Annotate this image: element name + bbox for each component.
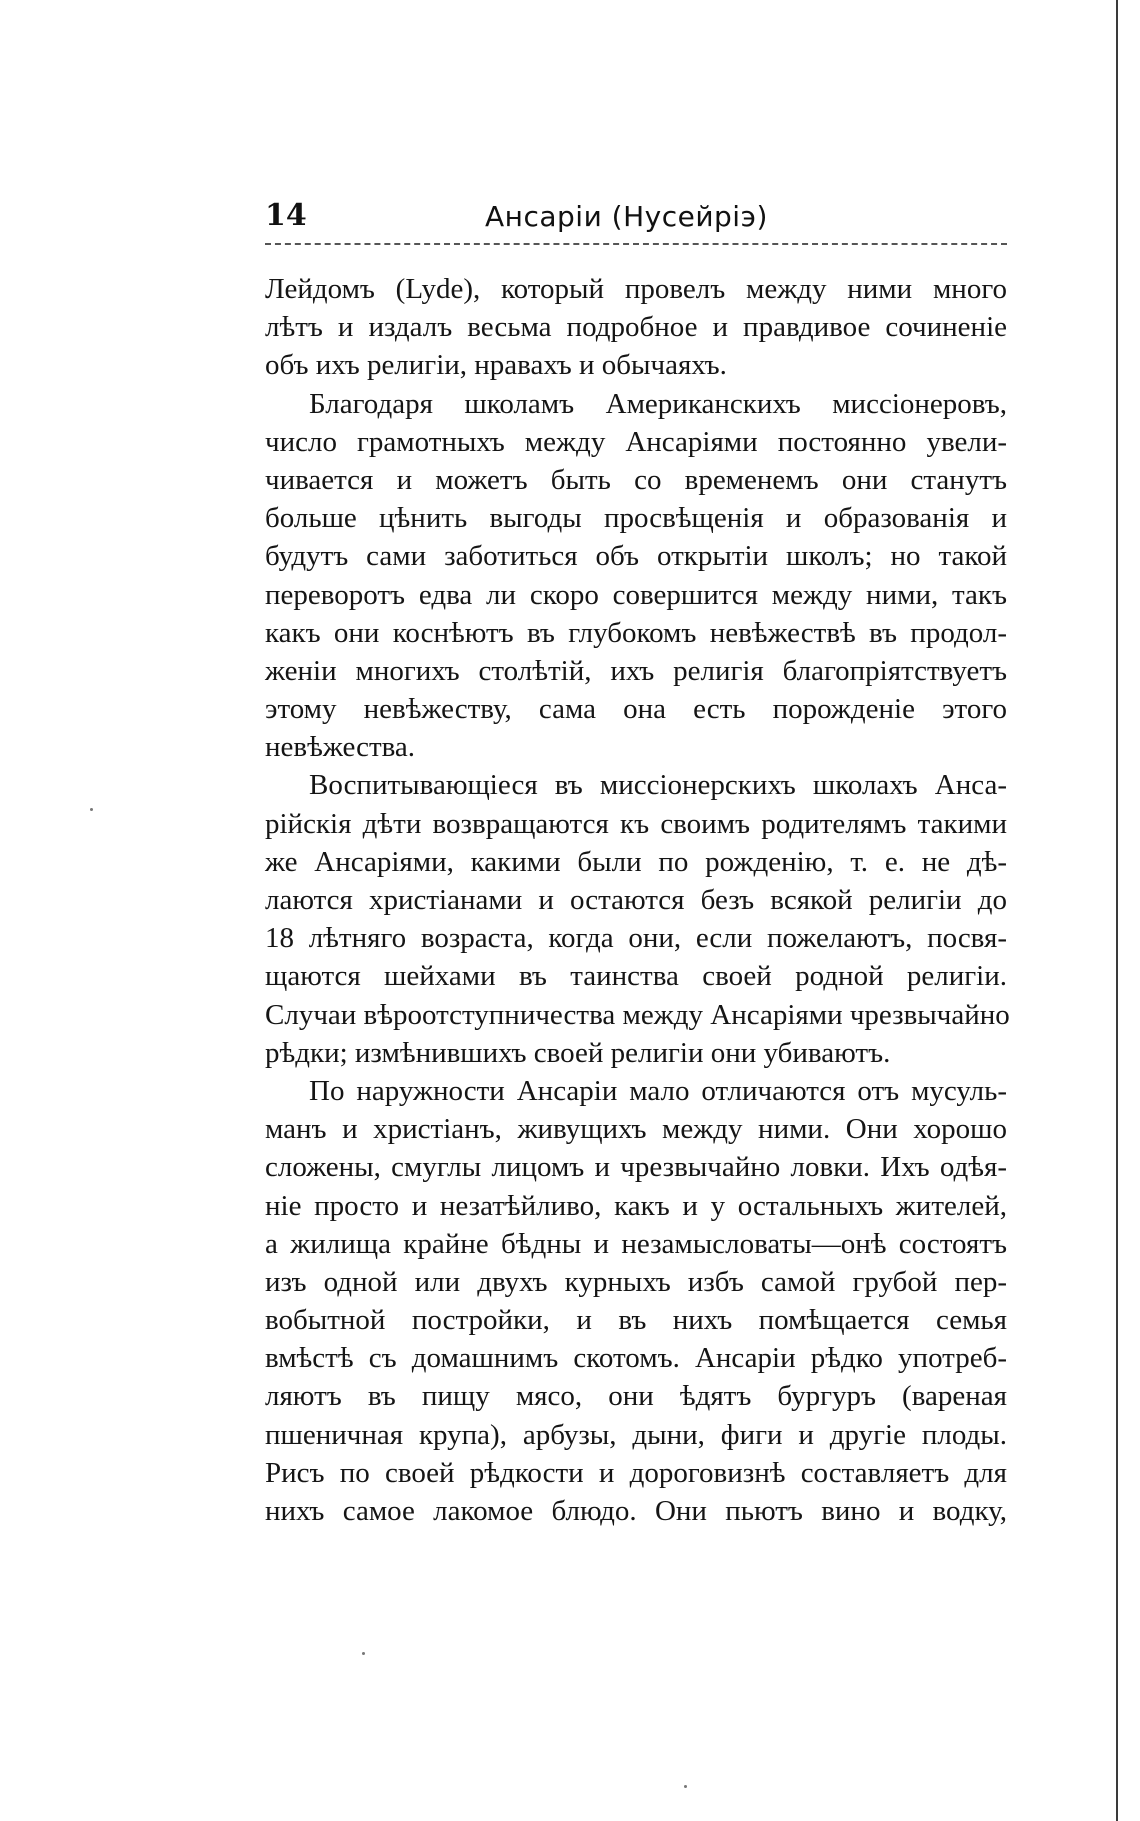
running-title: Ансаріи (Нусейріэ) — [485, 200, 768, 233]
text-line: же Ансаріями, какими были по рожденію, т. е. не дѣ- — [265, 845, 1007, 878]
text-line: какъ они коснѣютъ въ глубокомъ невѣжествѣ въ продол- — [265, 616, 1007, 649]
text-line: будутъ сами заботиться объ открытіи школъ; но такой — [265, 540, 1007, 573]
text-line: ляютъ въ пищу мясо, они ѣдятъ бургуръ (вареная — [265, 1380, 1007, 1413]
paragraph-3 — [265, 766, 1010, 1072]
text-line: больше цѣнить выгоды просвѣщенія и образованія и — [265, 502, 1007, 535]
text-line: изъ одной или двухъ курныхъ избъ самой грубой пер- — [265, 1265, 1007, 1298]
paragraph-1 — [265, 270, 1007, 385]
paragraph-2 — [265, 385, 1007, 767]
text-line: сложены, смуглы лицомъ и чрезвычайно ловки. Ихъ одѣя- — [265, 1151, 1007, 1184]
text-line: рійскія дѣти возвращаются къ своимъ родителямъ такими — [265, 807, 1007, 840]
paragraph-4 — [265, 1072, 1007, 1530]
header-rule — [265, 243, 1007, 245]
text-line: Рисъ по своей рѣдкости и дороговизнѣ составляетъ для — [265, 1456, 1007, 1489]
text-line: нихъ самое лакомое блюдо. Они пьютъ вино и водку, — [265, 1495, 1007, 1527]
body-text — [265, 270, 1010, 1530]
text-line: 18 лѣтняго возраста, когда они, если пожелаютъ, посвя- — [265, 922, 1007, 955]
text-line: объ ихъ религіи, нравахъ и обычаяхъ. — [265, 349, 727, 382]
text-line: Воспитывающіеся въ миссіонерскихъ школахъ Анса- — [309, 769, 1007, 802]
scan-speck — [684, 1785, 687, 1788]
page-number: 14 — [265, 198, 307, 233]
text-line: лаются христіанами и остаются безъ всякой религіи до — [265, 884, 1007, 916]
text-line: женіи многихъ столѣтій, ихъ религія благопріятствуетъ — [265, 654, 1007, 687]
text-line: вмѣстѣ съ домашнимъ скотомъ. Ансаріи рѣдко употреб- — [265, 1342, 1007, 1375]
text-line: щаются шейхами въ таинства своей родной религіи. — [265, 960, 1007, 993]
text-line: По наружности Ансаріи мало отличаются отъ мусуль- — [309, 1074, 1007, 1107]
text-line: а жилища крайне бѣдны и незамысловаты—онѣ состоятъ — [265, 1227, 1007, 1260]
page-edge-rule — [1116, 0, 1118, 1821]
text-line: Лейдомъ (Lyde), который провелъ между ними много — [265, 273, 1007, 305]
text-line: этому невѣжеству, сама она есть порожденіе этого — [265, 693, 1007, 726]
text-line: невѣжества. — [265, 731, 416, 764]
text-line: рѣдки; измѣнившихъ своей религіи они убиваютъ. — [265, 1036, 891, 1069]
text-line: лѣтъ и издалъ весьма подробное и правдивое сочиненіе — [265, 311, 1007, 344]
scan-speck — [362, 1652, 365, 1655]
text-line: пшеничная крупа), арбузы, дыни, фиги и другіе плоды. — [265, 1418, 1007, 1451]
text-line: Случаи вѣроотступничества между Ансаріями чрезвычайно — [265, 998, 1010, 1031]
text-line: чивается и можетъ быть со временемъ они станутъ — [265, 463, 1007, 496]
text-line: ніе просто и незатѣйливо, какъ и у остальныхъ жителей, — [265, 1189, 1007, 1222]
text-line: манъ и христіанъ, живущихъ между ними. Они хорошо — [265, 1113, 1007, 1146]
running-header — [265, 198, 1007, 238]
text-line: переворотъ едва ли скоро совершится между ними, такъ — [265, 578, 1007, 611]
text-line: Благодаря школамъ Американскихъ миссіонеровъ, — [309, 387, 1007, 420]
scan-speck — [90, 808, 93, 811]
text-line: число грамотныхъ между Ансаріями постоянно увели- — [265, 425, 1007, 458]
text-line: вобытной постройки, и въ нихъ помѣщается семья — [265, 1304, 1007, 1337]
